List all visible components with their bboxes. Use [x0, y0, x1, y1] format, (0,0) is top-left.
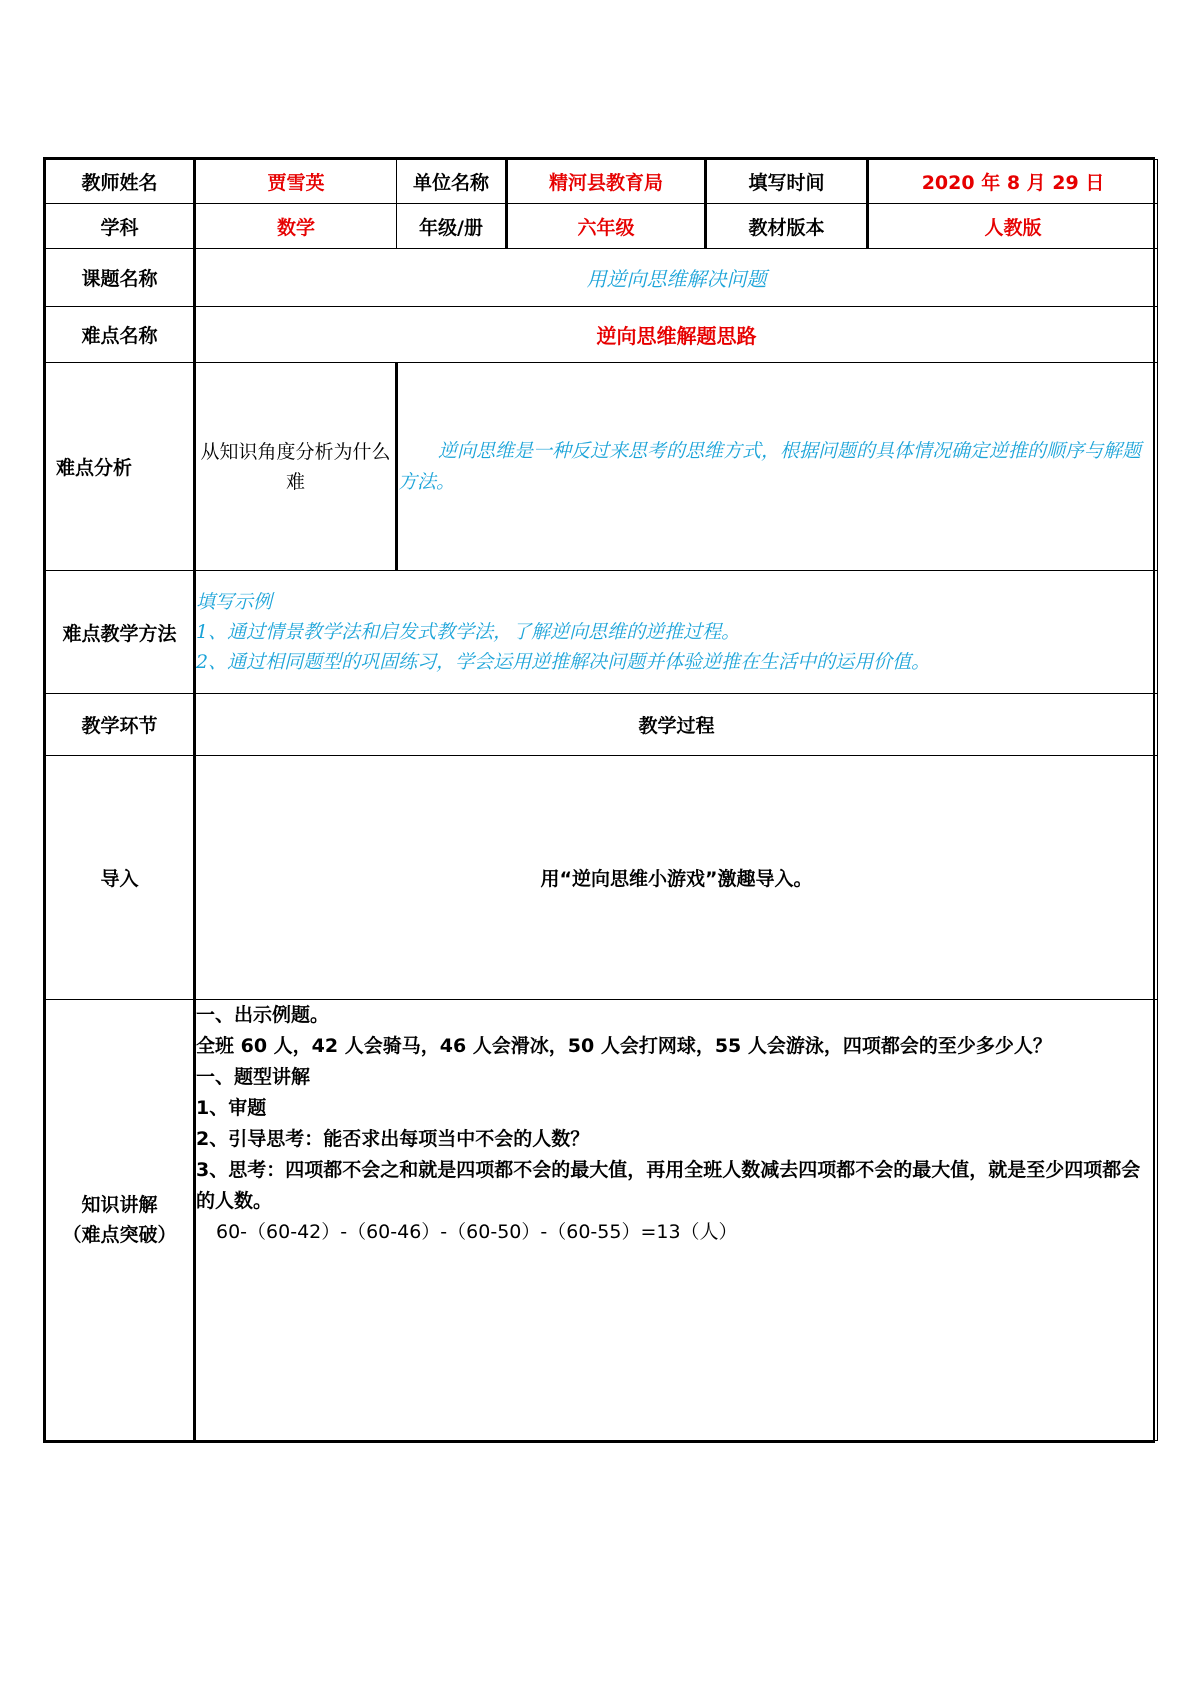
teacher-label: 教师姓名 — [46, 160, 195, 204]
knowledge-label-line2: （难点突破） — [62, 1224, 177, 1246]
knowledge-line: 1、审题 — [196, 1097, 267, 1119]
process-label: 教学过程 — [195, 694, 1158, 756]
analysis-text-content: 逆向思维是一种反过来思考的思维方式，根据问题的具体情况确定逆推的顺序与解题方法。 — [398, 439, 1142, 493]
methods-row — [46, 571, 1158, 694]
methods-label: 难点教学方法 — [46, 571, 195, 694]
knowledge-content — [195, 1000, 1158, 1441]
intro-label: 导入 — [46, 756, 195, 1000]
knowledge-line: 2、引导思考：能否求出每项当中不会的人数？ — [196, 1128, 590, 1150]
header-row-2 — [46, 204, 1158, 249]
unit-value: 精河县教育局 — [507, 160, 706, 204]
analysis-text — [397, 363, 1158, 571]
stage-label: 教学环节 — [46, 694, 195, 756]
header-row-1 — [46, 160, 1158, 204]
grade-value: 六年级 — [507, 204, 706, 249]
analysis-row — [46, 363, 1158, 571]
subject-label: 学科 — [46, 204, 195, 249]
grade-label: 年级/册 — [397, 204, 507, 249]
subject-value: 数学 — [195, 204, 397, 249]
methods-line: 填写示例 — [196, 591, 273, 613]
knowledge-line: 一、题型讲解 — [196, 1066, 311, 1088]
analysis-label: 难点分析 — [46, 363, 195, 571]
unit-label: 单位名称 — [397, 160, 507, 204]
teacher-value: 贾雪英 — [195, 160, 397, 204]
lesson-plan-table — [45, 159, 1158, 1441]
edition-label: 教材版本 — [706, 204, 868, 249]
difficulty-row — [46, 307, 1158, 363]
topic-label: 课题名称 — [46, 249, 195, 307]
knowledge-formula: 60-（60-42）-（60-46）-（60-50）-（60-55）=13（人） — [216, 1221, 738, 1243]
knowledge-row — [46, 1000, 1158, 1441]
topic-value: 用逆向思维解决问题 — [195, 249, 1158, 307]
date-value: 2020 年 8 月 29 日 — [868, 160, 1158, 204]
date-label: 填写时间 — [706, 160, 868, 204]
intro-text: 用“逆向思维小游戏”激趣导入。 — [195, 756, 1158, 1000]
knowledge-line: 3、思考：四项都不会之和就是四项都不会的最大值，再用全班人数减去四项都不会的最大值，就是至少四项都会的人数。 — [196, 1159, 1141, 1212]
difficulty-label: 难点名称 — [46, 307, 195, 363]
difficulty-value: 逆向思维解题思路 — [195, 307, 1158, 363]
analysis-reason: 从知识角度分析为什么难 — [195, 363, 397, 571]
process-header-row — [46, 694, 1158, 756]
methods-line: 2、通过相同题型的巩固练习，学会运用逆推解决问题并体验逆推在生活中的运用价值。 — [196, 651, 931, 673]
methods-line: 1、通过情景教学法和启发式教学法，了解逆向思维的逆推过程。 — [196, 621, 741, 643]
knowledge-line: 全班 60 人，42 人会骑马，46 人会滑冰，50 人会打网球，55 人会游泳，四项都会的至少多少人？ — [196, 1035, 1052, 1057]
knowledge-label — [46, 1000, 195, 1441]
lesson-plan-sheet — [43, 157, 1155, 1443]
edition-value: 人教版 — [868, 204, 1158, 249]
topic-row — [46, 249, 1158, 307]
methods-content — [195, 571, 1158, 694]
knowledge-label-line1: 知识讲解 — [81, 1194, 158, 1216]
knowledge-line: 一、出示例题。 — [196, 1004, 330, 1026]
intro-row — [46, 756, 1158, 1000]
